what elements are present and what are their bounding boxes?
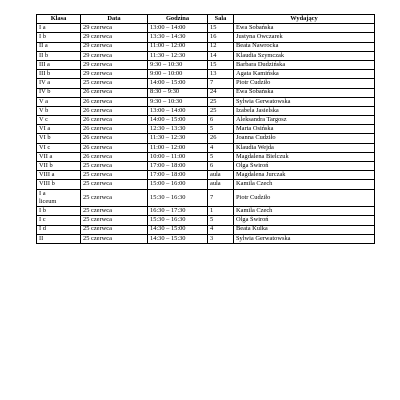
table-row <box>37 33 375 42</box>
cell-godzina: 14:00 – 15:00 <box>148 79 208 88</box>
table-row <box>37 60 375 69</box>
cell-wydajacy: Barbara Dudzińska <box>234 60 375 69</box>
cell-klasa: III a <box>37 60 81 69</box>
cell-data: 29 czerwca <box>81 33 148 42</box>
cell-sala: 6 <box>208 116 234 125</box>
cell-godzina: 11:00 – 12:00 <box>148 143 208 152</box>
cell-sala: 25 <box>208 106 234 115</box>
cell-data: 25 czerwca <box>81 234 148 243</box>
cell-klasa: VIII a <box>37 171 81 180</box>
table-row <box>37 225 375 234</box>
cell-data: 25 czerwca <box>81 180 148 189</box>
cell-godzina: 13:00 – 14:00 <box>148 24 208 33</box>
table-row <box>37 216 375 225</box>
cell-wydajacy: Magdalena Bielczuk <box>234 152 375 161</box>
cell-godzina: 10:00 – 11:00 <box>148 152 208 161</box>
table-row <box>37 143 375 152</box>
table-row <box>37 24 375 33</box>
cell-klasa: II b <box>37 51 81 60</box>
cell-godzina: 13:30 – 14:30 <box>148 33 208 42</box>
cell-godzina: 9:30 – 10:30 <box>148 97 208 106</box>
cell-godzina: 13:00 – 14:00 <box>148 106 208 115</box>
cell-godzina: 12:30 – 13:30 <box>148 125 208 134</box>
cell-data: 25 czerwca <box>81 79 148 88</box>
cell-godzina: 11:30 – 12:30 <box>148 134 208 143</box>
cell-godzina: 17:00 – 18:00 <box>148 171 208 180</box>
table-row <box>37 171 375 180</box>
cell-sala: 7 <box>208 79 234 88</box>
cell-godzina: 11:00 – 12:00 <box>148 42 208 51</box>
cell-sala: 15 <box>208 60 234 69</box>
cell-wydajacy: Beata Kulka <box>234 225 375 234</box>
table-row <box>37 97 375 106</box>
schedule-table <box>36 14 375 244</box>
cell-godzina: 11:30 – 12:30 <box>148 51 208 60</box>
cell-wydajacy: Marta Osińska <box>234 125 375 134</box>
table-row <box>37 116 375 125</box>
cell-godzina: 15:00 – 16:00 <box>148 180 208 189</box>
cell-sala: 24 <box>208 88 234 97</box>
cell-godzina: 9:30 – 10:30 <box>148 60 208 69</box>
header-klasa: Klasa <box>37 15 81 24</box>
cell-klasa: I a <box>37 24 81 33</box>
cell-klasa-line: liceum <box>39 197 57 205</box>
cell-klasa: III b <box>37 70 81 79</box>
cell-wydajacy: Beata Nawrocka <box>234 42 375 51</box>
cell-klasa-line: I a <box>39 189 46 197</box>
cell-wydajacy: Klaudia Szymczak <box>234 51 375 60</box>
cell-sala: 16 <box>208 33 234 42</box>
cell-klasa: V a <box>37 97 81 106</box>
cell-data: 26 czerwca <box>81 88 148 97</box>
cell-wydajacy: Sylwia Gerwatowska <box>234 97 375 106</box>
cell-sala: 4 <box>208 225 234 234</box>
cell-klasa: VIII b <box>37 180 81 189</box>
cell-sala: 12 <box>208 42 234 51</box>
cell-data: 26 czerwca <box>81 116 148 125</box>
table-row <box>37 125 375 134</box>
cell-data: 26 czerwca <box>81 134 148 143</box>
table-row <box>37 70 375 79</box>
cell-data: 29 czerwca <box>81 24 148 33</box>
cell-data: 26 czerwca <box>81 97 148 106</box>
cell-wydajacy: Ewa Sobańska <box>234 88 375 97</box>
table-row <box>37 134 375 143</box>
table-row <box>37 189 375 207</box>
header-godzina: Godzina <box>148 15 208 24</box>
cell-klasa: II <box>37 234 81 243</box>
table-row <box>37 180 375 189</box>
cell-data: 29 czerwca <box>81 70 148 79</box>
cell-sala: aula <box>208 171 234 180</box>
cell-wydajacy: Olga Świroń <box>234 216 375 225</box>
cell-wydajacy: Kamila Czech <box>234 207 375 216</box>
cell-klasa: I c <box>37 216 81 225</box>
cell-data: 26 czerwca <box>81 106 148 115</box>
cell-klasa: IV a <box>37 79 81 88</box>
cell-data: 25 czerwca <box>81 225 148 234</box>
cell-sala: 4 <box>208 143 234 152</box>
cell-godzina: 14:30 – 15:00 <box>148 225 208 234</box>
cell-wydajacy: Piotr Cudziło <box>234 79 375 88</box>
header-data: Data <box>81 15 148 24</box>
cell-wydajacy: Sylwia Gerwatowska <box>234 234 375 243</box>
cell-data: 25 czerwca <box>81 216 148 225</box>
cell-klasa: VII b <box>37 162 81 171</box>
table-row <box>37 51 375 60</box>
cell-godzina: 14:30 – 15:30 <box>148 234 208 243</box>
cell-klasa: VI a <box>37 125 81 134</box>
cell-data: 29 czerwca <box>81 42 148 51</box>
header-wydajacy: Wydający <box>234 15 375 24</box>
cell-sala: 13 <box>208 70 234 79</box>
cell-data: 25 czerwca <box>81 162 148 171</box>
cell-sala: 1 <box>208 207 234 216</box>
cell-sala: 5 <box>208 216 234 225</box>
header-row <box>37 15 375 24</box>
table-row <box>37 106 375 115</box>
cell-klasa: VII a <box>37 152 81 161</box>
cell-klasa: I d <box>37 225 81 234</box>
cell-godzina: 17:00 – 18:00 <box>148 162 208 171</box>
cell-klasa: II a <box>37 42 81 51</box>
cell-klasa: I b <box>37 33 81 42</box>
cell-klasa: IV b <box>37 88 81 97</box>
cell-sala: 15 <box>208 24 234 33</box>
cell-data: 25 czerwca <box>81 171 148 180</box>
cell-klasa: V c <box>37 116 81 125</box>
cell-klasa: V b <box>37 106 81 115</box>
cell-sala: aula <box>208 180 234 189</box>
cell-godzina: 14:00 – 15:00 <box>148 116 208 125</box>
table-row <box>37 162 375 171</box>
table-row <box>37 42 375 51</box>
cell-sala: 5 <box>208 125 234 134</box>
cell-wydajacy: Kamila Czech <box>234 180 375 189</box>
cell-data: 26 czerwca <box>81 152 148 161</box>
cell-godzina: 15:30 – 16:30 <box>148 189 208 207</box>
cell-klasa: VI b <box>37 134 81 143</box>
cell-wydajacy: Piotr Cudziło <box>234 189 375 207</box>
cell-sala: 25 <box>208 97 234 106</box>
table-row <box>37 88 375 97</box>
cell-wydajacy: Joanna Cudziło <box>234 134 375 143</box>
table-row <box>37 152 375 161</box>
cell-wydajacy: Izabela Jasielska <box>234 106 375 115</box>
cell-data: 29 czerwca <box>81 60 148 69</box>
cell-wydajacy: Ewa Sobańska <box>234 24 375 33</box>
cell-wydajacy: Aleksandra Targosz <box>234 116 375 125</box>
cell-wydajacy: Olga Świroń <box>234 162 375 171</box>
cell-godzina: 16:30 – 17:30 <box>148 207 208 216</box>
cell-sala: 3 <box>208 234 234 243</box>
schedule-body <box>37 24 375 244</box>
cell-godzina: 9:00 – 10:00 <box>148 70 208 79</box>
cell-klasa: I b <box>37 207 81 216</box>
cell-wydajacy: Magdalena Jurczak <box>234 171 375 180</box>
table-row <box>37 207 375 216</box>
table-row <box>37 79 375 88</box>
cell-wydajacy: Justyna Owczarek <box>234 33 375 42</box>
cell-data: 25 czerwca <box>81 189 148 207</box>
cell-wydajacy: Klaudia Wejda <box>234 143 375 152</box>
table-row <box>37 234 375 243</box>
cell-sala: 14 <box>208 51 234 60</box>
cell-sala: 5 <box>208 152 234 161</box>
cell-godzina: 15:30 – 16:30 <box>148 216 208 225</box>
cell-data: 26 czerwca <box>81 125 148 134</box>
cell-klasa <box>37 189 81 207</box>
cell-wydajacy: Agata Kamińska <box>234 70 375 79</box>
cell-data: 25 czerwca <box>81 207 148 216</box>
header-sala: Sala <box>208 15 234 24</box>
cell-sala: 7 <box>208 189 234 207</box>
cell-sala: 6 <box>208 162 234 171</box>
cell-sala: 26 <box>208 134 234 143</box>
cell-godzina: 8:30 – 9:30 <box>148 88 208 97</box>
cell-data: 26 czerwca <box>81 143 148 152</box>
cell-data: 29 czerwca <box>81 51 148 60</box>
cell-klasa: VI c <box>37 143 81 152</box>
